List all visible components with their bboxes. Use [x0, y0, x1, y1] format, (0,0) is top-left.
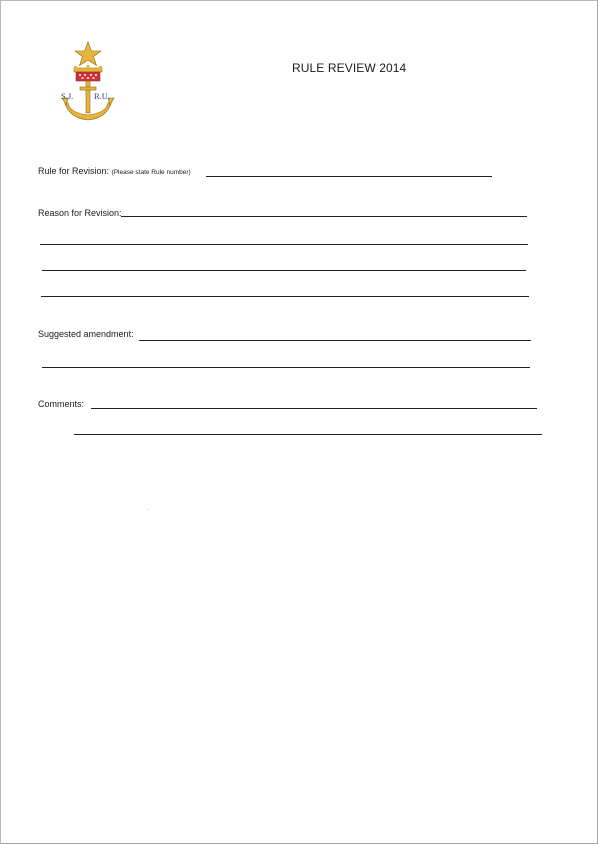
comments-label: Comments: [38, 399, 85, 409]
reason-input-line-3[interactable] [42, 270, 526, 271]
reason-for-revision-label: Reason for Revision: [38, 208, 122, 218]
crown-icon [74, 65, 102, 81]
reason-input-line-2[interactable] [40, 244, 528, 245]
reason-input-line-1[interactable] [121, 216, 527, 217]
rule-for-revision-label [38, 166, 191, 176]
rule-number-hint: (Please state Rule number) [111, 169, 191, 176]
logo-text-left: S.J. [61, 91, 74, 101]
speck [147, 509, 148, 510]
rule-number-input-line[interactable] [206, 176, 492, 177]
logo-text-right: R.U. [94, 91, 111, 101]
rule-for-revision-label-text: Rule for Revision: [38, 166, 110, 176]
comments-input-line-2[interactable] [74, 434, 542, 435]
page-title: RULE REVIEW 2014 [292, 61, 407, 75]
comments-input-line-1[interactable] [91, 408, 537, 409]
amendment-input-line-1[interactable] [139, 340, 531, 341]
suggested-amendment-label: Suggested amendment: [38, 329, 134, 339]
amendment-input-line-2[interactable] [42, 367, 530, 368]
star-icon [75, 42, 101, 66]
reason-input-line-4[interactable] [41, 296, 529, 297]
sjru-logo-icon [56, 40, 120, 122]
